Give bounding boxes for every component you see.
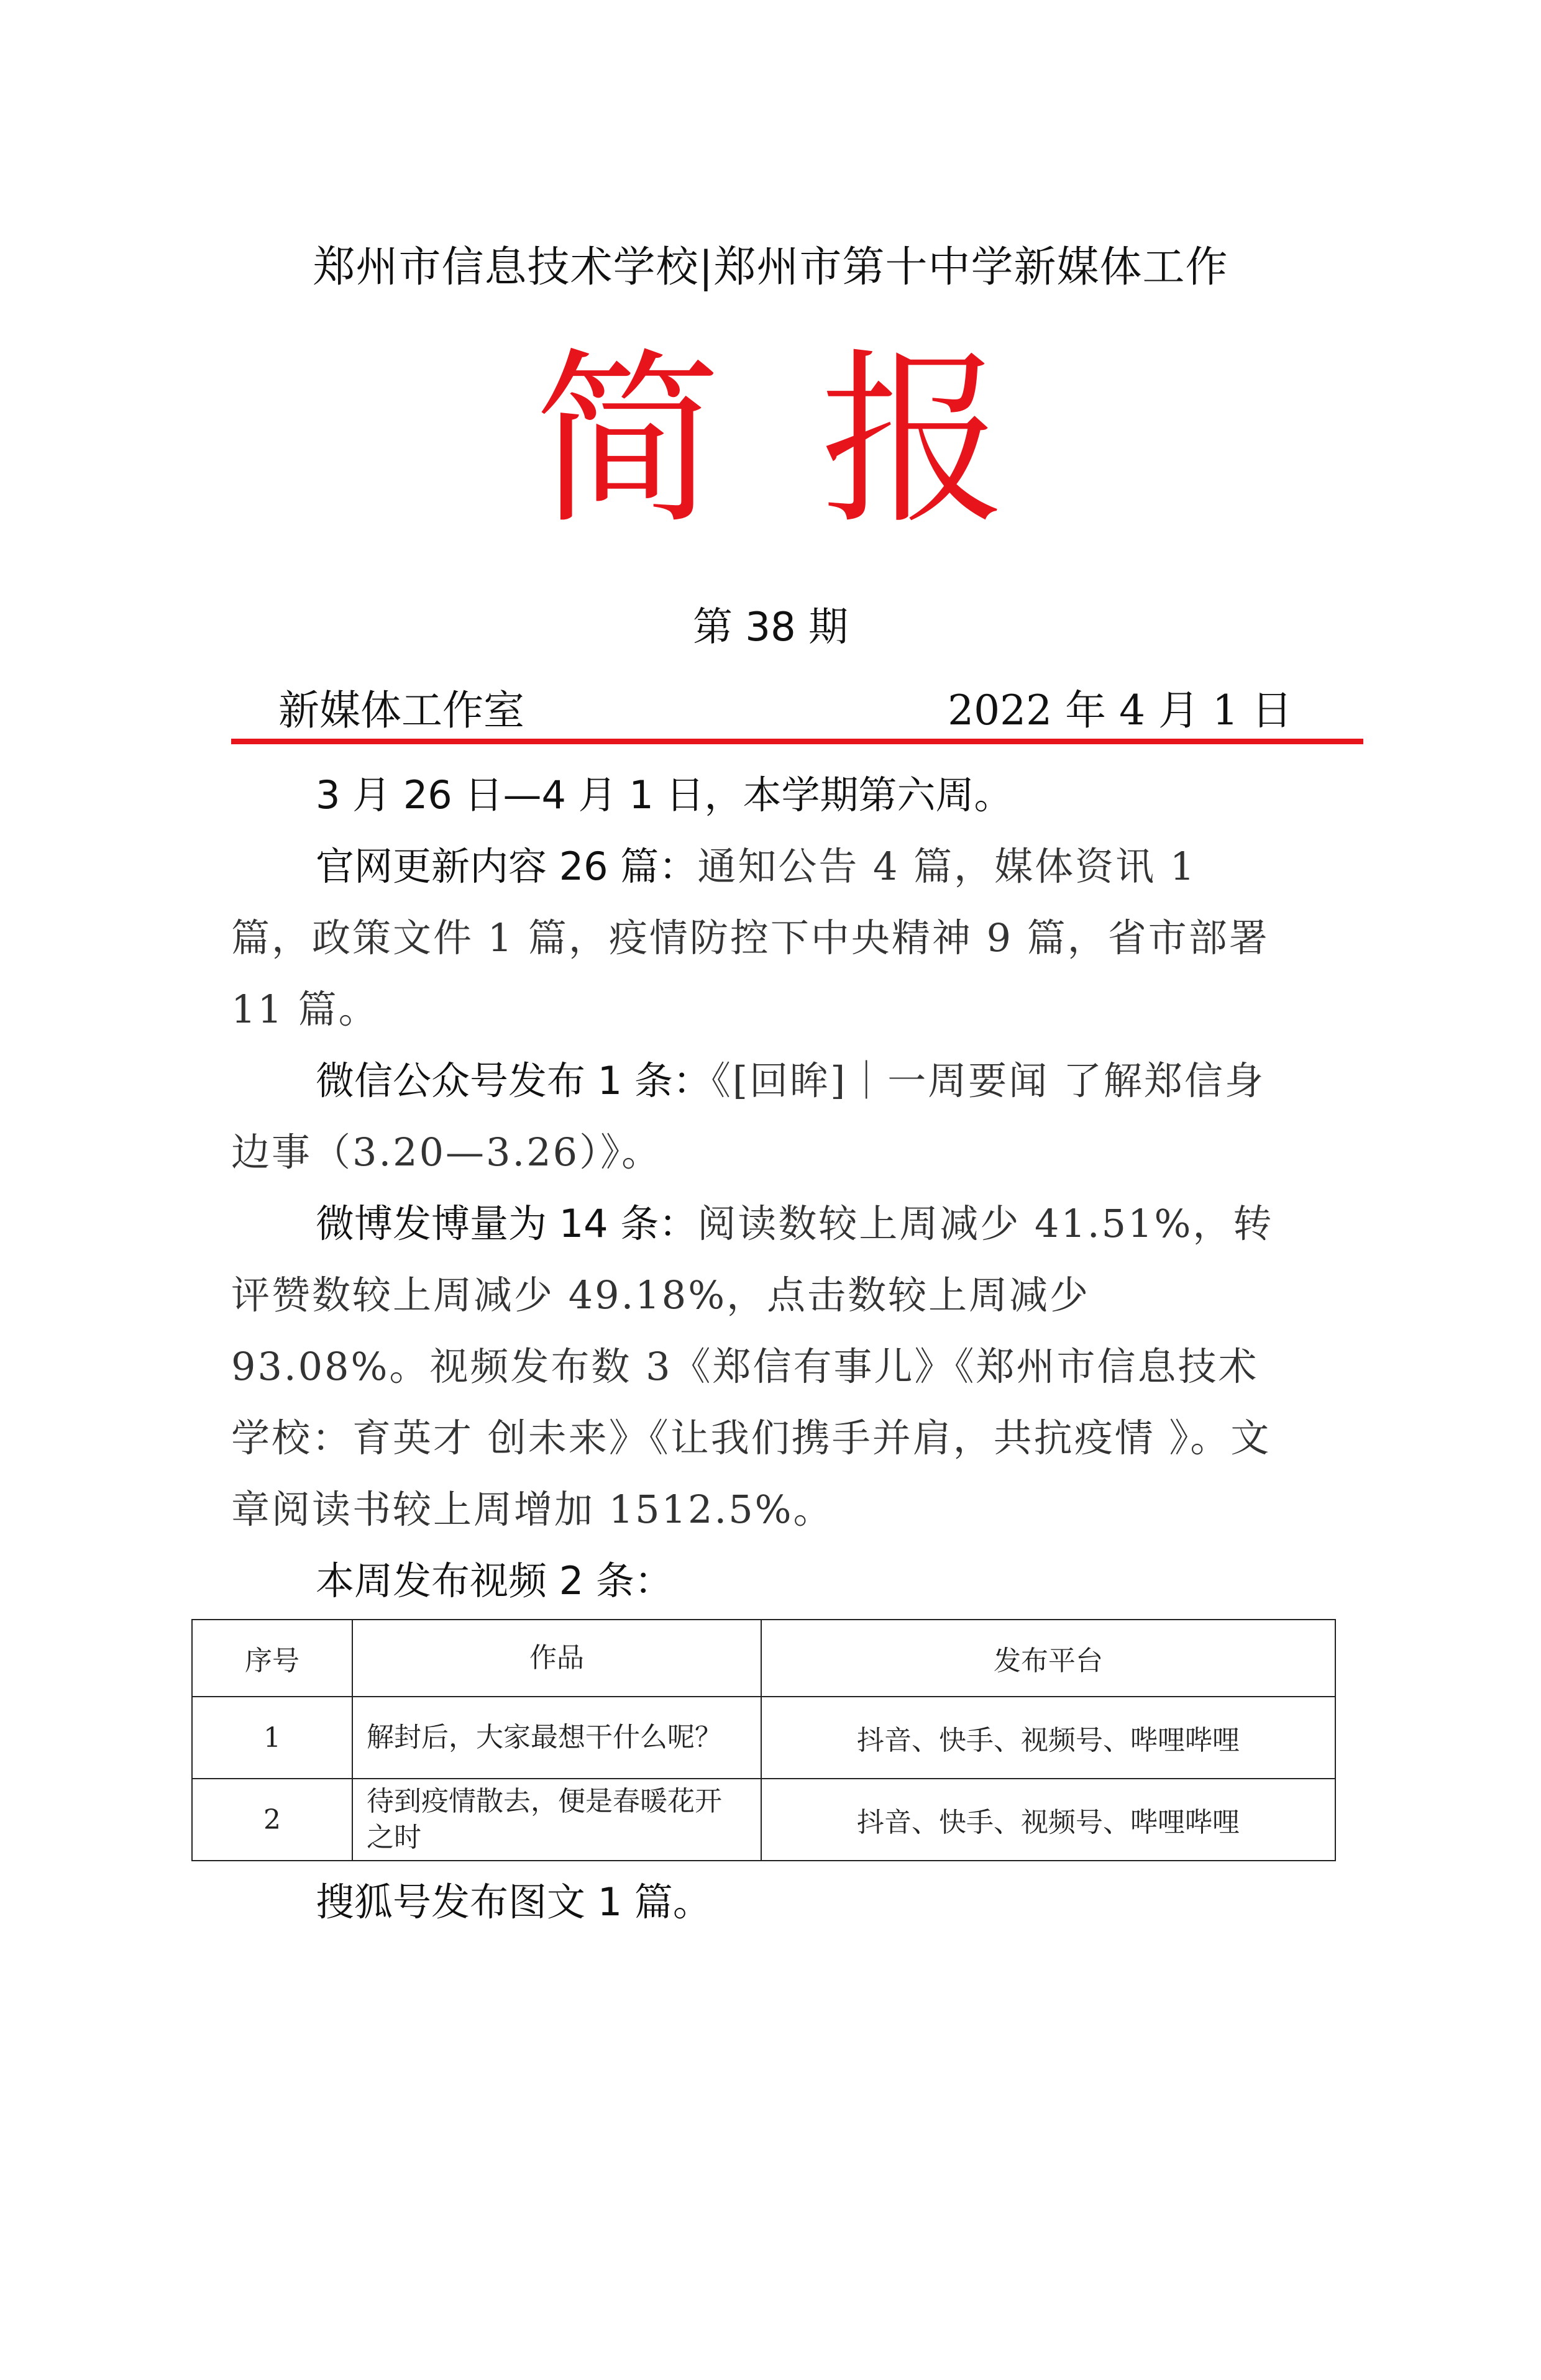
bulletin-title: 简报 bbox=[534, 332, 1106, 549]
table-row bbox=[192, 1697, 1335, 1779]
row-work: 待到疫情散去，便是春暖花开之时 bbox=[352, 1779, 761, 1861]
weibo-text: 阅读数较上周减少 41.51%，转评赞数较上周减少 49.18%，点击数较上周减少 93.08%。视频发布数 3《郑信有事儿》《郑州市信息技术学校：育英才 创未来》《让我们携手并肩，共抗疫情 》。文章阅读书较上周增加 1512.5%。 bbox=[231, 1201, 1274, 1532]
body-content bbox=[231, 759, 1287, 1616]
website-update-text: 通知公告 4 篇，媒体资讯 1 篇，政策文件 1 篇，疫情防控下中央精神 9 篇，省市部署 11 篇。 bbox=[231, 844, 1269, 1032]
video-table bbox=[191, 1619, 1336, 1861]
weibo-paragraph bbox=[231, 1188, 1287, 1545]
issue-number: 第 38 期 bbox=[692, 604, 849, 650]
row-index: 2 bbox=[192, 1779, 352, 1861]
header-work: 作品 bbox=[352, 1620, 761, 1697]
wechat-text: 《[回眸]｜一周要闻 了解郑信身边事（3.20—3.26）》。 bbox=[231, 1058, 1265, 1175]
header-index: 序号 bbox=[192, 1620, 352, 1697]
weibo-lead: 微博发博量为 14 条： bbox=[316, 1201, 698, 1246]
organization-header: 郑州市信息技术学校|郑州市第十中学新媒体工作 bbox=[313, 243, 1228, 292]
table-row bbox=[192, 1779, 1335, 1861]
row-platform: 抖音、快手、视频号、哔哩哔哩 bbox=[761, 1697, 1335, 1779]
table-header-row bbox=[192, 1620, 1335, 1697]
row-work: 解封后，大家最想干什么呢？ bbox=[352, 1697, 761, 1779]
publish-date: 2022 年 4 月 1 日 bbox=[948, 686, 1292, 734]
wechat-lead: 微信公众号发布 1 条： bbox=[316, 1058, 711, 1103]
week-summary: 3 月 26 日—4 月 1 日，本学期第六周。 bbox=[316, 772, 1013, 818]
row-index: 1 bbox=[192, 1697, 352, 1779]
website-update-lead: 官网更新内容 26 篇： bbox=[316, 844, 698, 889]
wechat-paragraph bbox=[231, 1045, 1287, 1188]
header-divider bbox=[231, 739, 1363, 744]
video-count-paragraph: 本周发布视频 2 条： bbox=[316, 1558, 673, 1603]
department-name: 新媒体工作室 bbox=[278, 686, 524, 734]
header-platform: 发布平台 bbox=[761, 1620, 1335, 1697]
website-update-paragraph bbox=[231, 831, 1287, 1045]
row-platform: 抖音、快手、视频号、哔哩哔哩 bbox=[761, 1779, 1335, 1861]
sohu-summary: 搜狐号发布图文 1 篇。 bbox=[316, 1879, 711, 1925]
